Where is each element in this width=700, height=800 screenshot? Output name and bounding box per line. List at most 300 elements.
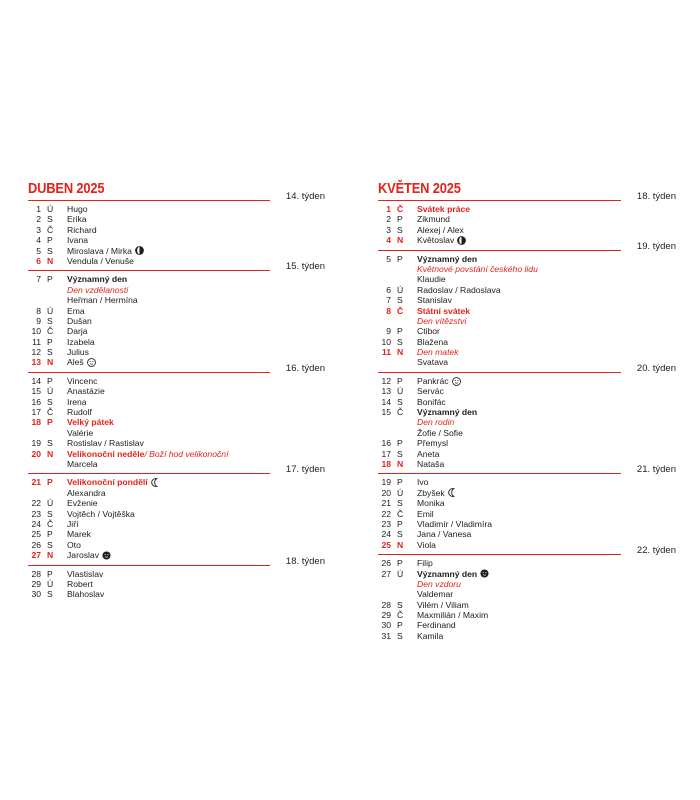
- day-row: [28, 256, 325, 266]
- day-number: 12: [31, 347, 41, 358]
- name-day: Stanislav: [417, 295, 452, 306]
- day-row: [28, 519, 325, 529]
- day-row: [28, 589, 325, 599]
- observance-text: Květnové povstání českého lidu: [417, 263, 538, 274]
- day-row: [28, 397, 325, 407]
- day-number: 15: [381, 407, 391, 418]
- day-row-continuation: [378, 417, 676, 427]
- weekday-letter: S: [397, 224, 403, 235]
- day-list: [378, 373, 676, 472]
- day-list: [28, 474, 325, 562]
- day-text: [61, 449, 228, 459]
- name-day: Alexandra: [67, 487, 106, 498]
- week-number-label: 22. týden: [636, 545, 676, 557]
- day-row: [378, 498, 676, 508]
- day-text: [61, 529, 91, 539]
- name-day: Zikmund: [417, 214, 450, 225]
- name-day: Jaroslav: [67, 550, 99, 561]
- day-row: [378, 225, 676, 235]
- day-text: [61, 519, 78, 529]
- name-day: Blahoslav: [67, 589, 105, 600]
- day-text: [61, 417, 114, 427]
- name-day: Pankrác: [417, 375, 449, 386]
- day-row: [28, 579, 325, 589]
- day-text: [61, 428, 93, 438]
- name-day: Monika: [417, 498, 445, 509]
- new-moon-icon: [480, 569, 489, 578]
- weekday-letter: P: [47, 529, 53, 540]
- week-number-label: 18. týden: [636, 191, 676, 202]
- day-number: 28: [31, 568, 41, 579]
- day-number: 20: [381, 487, 391, 498]
- weekday-letter: Ú: [47, 498, 54, 509]
- day-list: [28, 566, 325, 602]
- day-number: 9: [386, 326, 391, 337]
- week-list: [378, 191, 676, 643]
- day-row: [28, 376, 325, 386]
- weekday-letter: N: [397, 347, 404, 358]
- day-row-continuation: [378, 264, 676, 274]
- week-block: [378, 464, 676, 552]
- observance-text: Den vítězství: [417, 315, 467, 326]
- day-text: [411, 579, 461, 589]
- day-number: 14: [381, 396, 391, 407]
- day-number: 1: [36, 204, 41, 214]
- weekday-letter: Č: [47, 407, 54, 418]
- significant-day-label: Významný den: [417, 253, 478, 264]
- weekday-letter: P: [47, 274, 53, 285]
- day-text: [411, 357, 448, 367]
- day-number: 14: [31, 375, 41, 386]
- day-list: [378, 555, 676, 643]
- weekday-letter: P: [397, 620, 403, 631]
- day-number: 10: [31, 326, 41, 337]
- name-day: Aneta: [417, 448, 440, 459]
- day-text: [411, 254, 477, 264]
- weekday-letter: S: [47, 396, 53, 407]
- day-list: [28, 271, 325, 370]
- day-number: 26: [381, 558, 391, 569]
- day-number: [378, 264, 391, 274]
- day-text: [61, 386, 105, 396]
- day-number: 2: [386, 214, 391, 225]
- day-number: [28, 488, 41, 498]
- name-day: Klaudie: [417, 274, 446, 285]
- day-text: [411, 540, 436, 550]
- day-text: [61, 306, 85, 316]
- weekday-letter: P: [397, 558, 403, 569]
- day-number: 30: [31, 589, 41, 600]
- day-text: [61, 376, 97, 386]
- weekday-letter: P: [397, 438, 403, 449]
- week-number-label: 15. týden: [285, 261, 325, 273]
- day-number: 4: [386, 235, 391, 246]
- day-text: [411, 337, 448, 347]
- name-day: Přemysl: [417, 438, 449, 449]
- day-number: 12: [381, 375, 391, 386]
- day-number: 3: [36, 224, 41, 235]
- day-row: [28, 225, 325, 235]
- day-text: [411, 376, 461, 386]
- weekday-letter: N: [397, 458, 404, 469]
- day-row: [28, 417, 325, 427]
- weekday-letter: N: [47, 255, 54, 266]
- week-number-label: 21. týden: [636, 464, 676, 476]
- day-text: [411, 417, 454, 427]
- day-number: 10: [381, 336, 391, 347]
- weekday-letter: P: [397, 326, 403, 337]
- weekday-letter: [391, 428, 411, 438]
- name-day: Ivana: [67, 235, 89, 246]
- weekday-letter: S: [397, 448, 403, 459]
- weekday-letter: [41, 285, 61, 295]
- day-number: 25: [381, 539, 391, 550]
- day-row: [378, 459, 676, 469]
- weekday-letter: S: [47, 508, 53, 519]
- day-text: [61, 477, 160, 487]
- day-text: [411, 600, 469, 610]
- day-number: 19: [381, 477, 391, 488]
- day-number: 1: [386, 204, 391, 214]
- weekday-letter: P: [397, 518, 403, 529]
- day-text: [61, 540, 81, 550]
- day-number: 13: [381, 386, 391, 397]
- week-block: [28, 261, 325, 370]
- day-row: [378, 488, 676, 498]
- weekday-letter: [391, 357, 411, 367]
- name-day: Ferdinand: [417, 620, 456, 631]
- name-day: Valérie: [67, 427, 94, 438]
- day-row-continuation: [378, 428, 676, 438]
- day-row: [378, 519, 676, 529]
- weekday-letter: Ú: [397, 284, 404, 295]
- day-row: [378, 254, 676, 264]
- weekday-letter: S: [47, 438, 53, 449]
- significant-day-label: Významný den: [417, 568, 478, 579]
- weekday-letter: Ú: [47, 305, 54, 316]
- day-row: [28, 386, 325, 396]
- day-text: [61, 357, 96, 367]
- name-day: Heřman / Hermína: [67, 295, 138, 306]
- day-number: 17: [31, 407, 41, 418]
- name-day: Richard: [67, 224, 97, 235]
- day-text: [411, 295, 452, 305]
- day-list: [28, 373, 325, 472]
- day-row-continuation: [28, 488, 325, 498]
- observance-text: Den vzdělanosti: [67, 284, 129, 295]
- weekday-letter: [391, 579, 411, 589]
- day-number: [378, 316, 391, 326]
- weekday-letter: [391, 589, 411, 599]
- day-row: [28, 509, 325, 519]
- day-number: 9: [36, 315, 41, 326]
- day-row: [378, 558, 676, 568]
- day-text: [61, 407, 92, 417]
- day-number: 3: [386, 224, 391, 235]
- month-may: [378, 176, 676, 643]
- name-day: Valdemar: [417, 589, 454, 600]
- day-row: [378, 235, 676, 245]
- day-text: [411, 620, 456, 630]
- day-text: [61, 438, 144, 448]
- name-day: Robert: [67, 578, 93, 589]
- day-number: 19: [31, 438, 41, 449]
- name-day: Servác: [417, 386, 444, 397]
- weekday-letter: Č: [47, 326, 54, 337]
- day-text: [61, 579, 93, 589]
- day-row: [378, 509, 676, 519]
- weekday-letter: Č: [47, 224, 54, 235]
- day-row: [28, 498, 325, 508]
- day-number: [378, 428, 391, 438]
- day-number: 8: [386, 305, 391, 316]
- day-number: 13: [31, 357, 41, 368]
- weekday-letter: S: [47, 315, 53, 326]
- day-row: [28, 449, 325, 459]
- name-day: Jana / Vanesa: [417, 529, 472, 540]
- day-text: [411, 316, 467, 326]
- day-number: 27: [381, 568, 391, 579]
- full-moon-icon: [452, 377, 461, 386]
- day-text: [411, 264, 538, 274]
- name-day: Marcela: [67, 458, 98, 469]
- day-row: [28, 326, 325, 336]
- week-number-label: 14. týden: [285, 191, 325, 202]
- day-text: [411, 519, 492, 529]
- day-number: [28, 428, 41, 438]
- name-day: Svatava: [417, 357, 449, 368]
- day-row: [28, 550, 325, 560]
- day-number: 20: [31, 448, 41, 459]
- day-row-continuation: [378, 579, 676, 589]
- observance-text: Den vzdoru: [417, 578, 461, 589]
- holiday-name: Velký pátek: [67, 417, 114, 428]
- name-day: Evženie: [67, 498, 98, 509]
- name-day: Kamila: [417, 630, 444, 641]
- day-text: [61, 326, 88, 336]
- day-row: [28, 540, 325, 550]
- day-row: [378, 306, 676, 316]
- weekday-letter: Ú: [47, 386, 54, 397]
- day-text: [61, 256, 134, 266]
- name-day: Vilém / Viliam: [417, 599, 469, 610]
- day-text: [411, 225, 464, 235]
- name-day: Miroslava / Mirka: [67, 245, 132, 256]
- day-row: [28, 274, 325, 284]
- day-number: 30: [381, 620, 391, 631]
- weekday-letter: [41, 295, 61, 305]
- day-text: [61, 550, 111, 560]
- weekday-letter: N: [47, 357, 54, 368]
- day-list: [28, 201, 325, 268]
- day-row: [28, 337, 325, 347]
- name-day: Alexej / Alex: [417, 224, 464, 235]
- weekday-letter: S: [397, 529, 403, 540]
- day-text: [411, 589, 453, 599]
- weekday-letter: Č: [397, 508, 404, 519]
- day-row: [378, 540, 676, 550]
- day-row: [378, 600, 676, 610]
- day-number: 8: [36, 305, 41, 316]
- day-list: [378, 201, 676, 248]
- day-text: [411, 397, 446, 407]
- day-number: [378, 579, 391, 589]
- day-text: [411, 204, 470, 214]
- week-block: [378, 191, 676, 248]
- day-row: [378, 438, 676, 448]
- day-number: [378, 357, 391, 367]
- day-text: [61, 285, 128, 295]
- day-row: [378, 204, 676, 214]
- day-number: 17: [381, 448, 391, 459]
- weekday-letter: [41, 428, 61, 438]
- weekday-letter: Ú: [397, 487, 404, 498]
- week-block: [28, 464, 325, 562]
- day-number: 28: [381, 599, 391, 610]
- day-text: [411, 347, 459, 357]
- name-day: Nataša: [417, 458, 445, 469]
- weekday-letter: P: [47, 336, 53, 347]
- day-number: [28, 295, 41, 305]
- name-day: Blažena: [417, 336, 449, 347]
- day-text: [61, 337, 95, 347]
- name-day: Žofie / Sofie: [417, 427, 463, 438]
- day-text: [411, 235, 466, 245]
- day-row: [28, 407, 325, 417]
- day-number: 24: [31, 518, 41, 529]
- name-day: Bonifác: [417, 396, 446, 407]
- day-text: [411, 569, 489, 579]
- day-number: 18: [381, 458, 391, 469]
- observance-text: Den matek: [417, 347, 459, 358]
- day-number: 5: [36, 245, 41, 256]
- weekday-letter: Ú: [397, 386, 404, 397]
- day-text: [61, 459, 98, 469]
- weekday-letter: N: [47, 448, 54, 459]
- day-text: [411, 631, 443, 641]
- name-day: Vincenc: [67, 375, 98, 386]
- weekday-letter: [391, 417, 411, 427]
- name-day: Ivo: [417, 477, 429, 488]
- day-number: 2: [36, 214, 41, 225]
- day-text: [411, 274, 446, 284]
- name-day: Anastázie: [67, 386, 105, 397]
- day-number: 31: [381, 630, 391, 641]
- day-number: 7: [36, 274, 41, 285]
- week-number-label: 16. týden: [285, 362, 325, 374]
- day-number: [28, 285, 41, 295]
- day-text: [411, 285, 501, 295]
- weekday-letter: N: [47, 550, 54, 561]
- name-day: Květoslav: [417, 235, 455, 246]
- day-row: [378, 214, 676, 224]
- weekday-letter: S: [397, 336, 403, 347]
- weekday-letter: Č: [397, 407, 404, 418]
- name-day: Hugo: [67, 204, 88, 214]
- day-row: [378, 449, 676, 459]
- name-day: Aleš: [67, 357, 84, 368]
- day-number: 16: [381, 438, 391, 449]
- day-text: [411, 529, 471, 539]
- name-day: Vojtěch / Vojtěška: [67, 508, 135, 519]
- day-number: 23: [31, 508, 41, 519]
- day-number: [378, 274, 391, 284]
- day-text: [61, 488, 106, 498]
- weekday-letter: Ú: [47, 578, 54, 589]
- month-title: KVĚTEN 2025: [378, 180, 461, 197]
- weekday-letter: S: [397, 295, 403, 306]
- day-number: 7: [386, 295, 391, 306]
- weekday-letter: N: [397, 539, 404, 550]
- name-day: Oto: [67, 539, 81, 550]
- day-row: [378, 295, 676, 305]
- day-text: [411, 438, 448, 448]
- weekday-letter: Ú: [397, 568, 404, 579]
- weekday-letter: P: [397, 477, 403, 488]
- day-row: [28, 529, 325, 539]
- day-number: 27: [31, 550, 41, 561]
- day-row: [378, 386, 676, 396]
- day-text: [411, 477, 428, 487]
- weekday-letter: S: [47, 589, 53, 600]
- day-list: [378, 474, 676, 552]
- day-number: 25: [31, 529, 41, 540]
- day-row: [378, 610, 676, 620]
- day-number: 22: [381, 508, 391, 519]
- weekday-letter: [41, 459, 61, 469]
- day-number: 5: [386, 253, 391, 264]
- day-row-continuation: [28, 285, 325, 295]
- name-day: Dušan: [67, 315, 92, 326]
- day-row: [28, 246, 325, 256]
- name-day: Filip: [417, 558, 433, 569]
- holiday-name: Svátek práce: [417, 204, 471, 214]
- observance-text: Den rodin: [417, 417, 455, 428]
- name-day: Maxmilián / Maxim: [417, 610, 489, 621]
- name-day: Vlastislav: [67, 568, 104, 579]
- day-number: [28, 459, 41, 469]
- weekday-letter: P: [397, 375, 403, 386]
- day-list: [378, 251, 676, 370]
- day-row: [378, 529, 676, 539]
- day-text: [411, 326, 440, 336]
- day-row: [378, 397, 676, 407]
- day-row: [28, 347, 325, 357]
- day-row-continuation: [378, 316, 676, 326]
- name-day: Erika: [67, 214, 87, 225]
- weekday-letter: S: [397, 498, 403, 509]
- name-day: Vladimír / Vladimíra: [417, 518, 492, 529]
- day-text: [61, 347, 89, 357]
- name-day: Zbyšek: [417, 487, 445, 498]
- day-number: 23: [381, 518, 391, 529]
- day-number: [378, 417, 391, 427]
- day-text: [61, 214, 87, 224]
- name-day: Irena: [67, 396, 87, 407]
- name-day: Rudolf: [67, 407, 92, 418]
- weekday-letter: Č: [397, 204, 404, 214]
- day-number: 24: [381, 529, 391, 540]
- day-text: [411, 610, 488, 620]
- month-april: [28, 176, 325, 602]
- day-number: 11: [32, 336, 41, 347]
- day-number: 18: [31, 417, 41, 428]
- day-text: [411, 449, 439, 459]
- day-row-continuation: [378, 589, 676, 599]
- holiday-name: Velikonoční pondělí: [67, 477, 148, 488]
- day-text: [411, 509, 434, 519]
- weekday-letter: P: [397, 214, 403, 225]
